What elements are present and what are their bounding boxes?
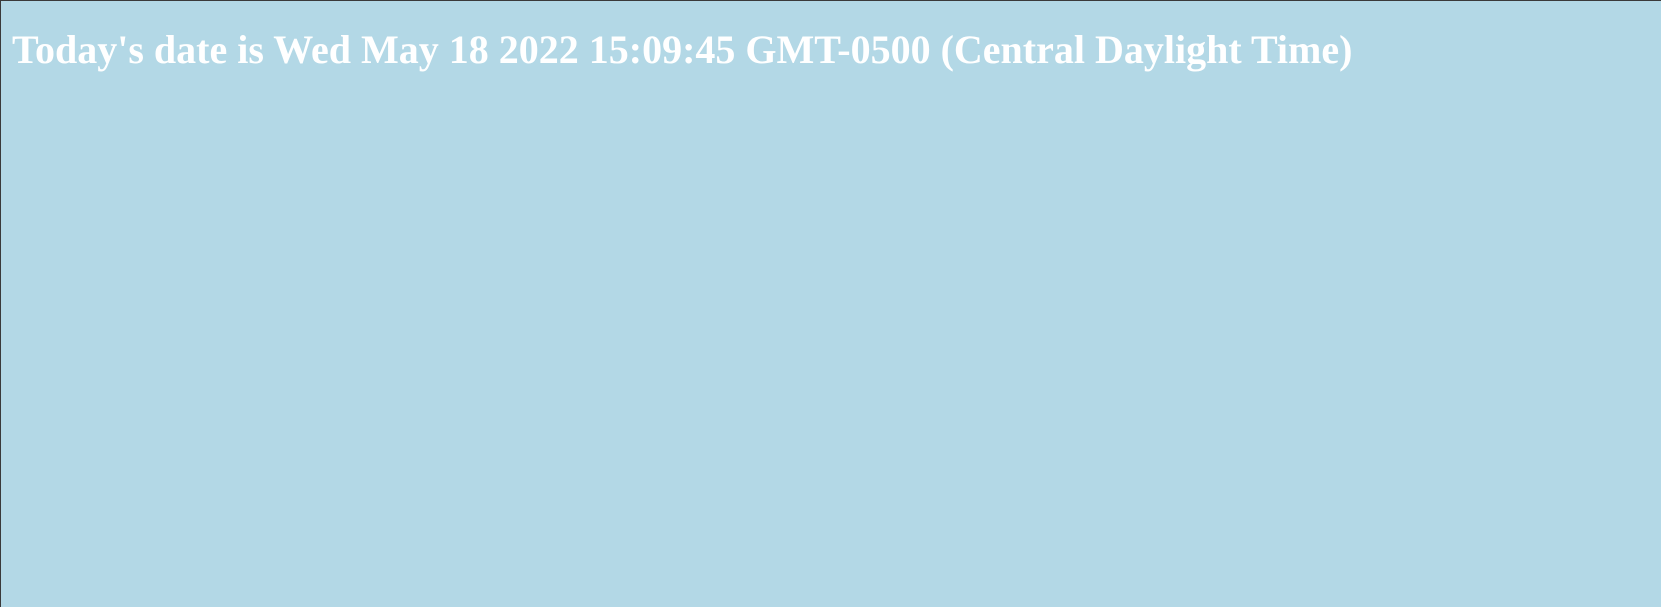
date-heading: Today's date is Wed May 18 2022 15:09:45 GMT-0500 (Central Daylight Time) bbox=[12, 27, 1353, 72]
